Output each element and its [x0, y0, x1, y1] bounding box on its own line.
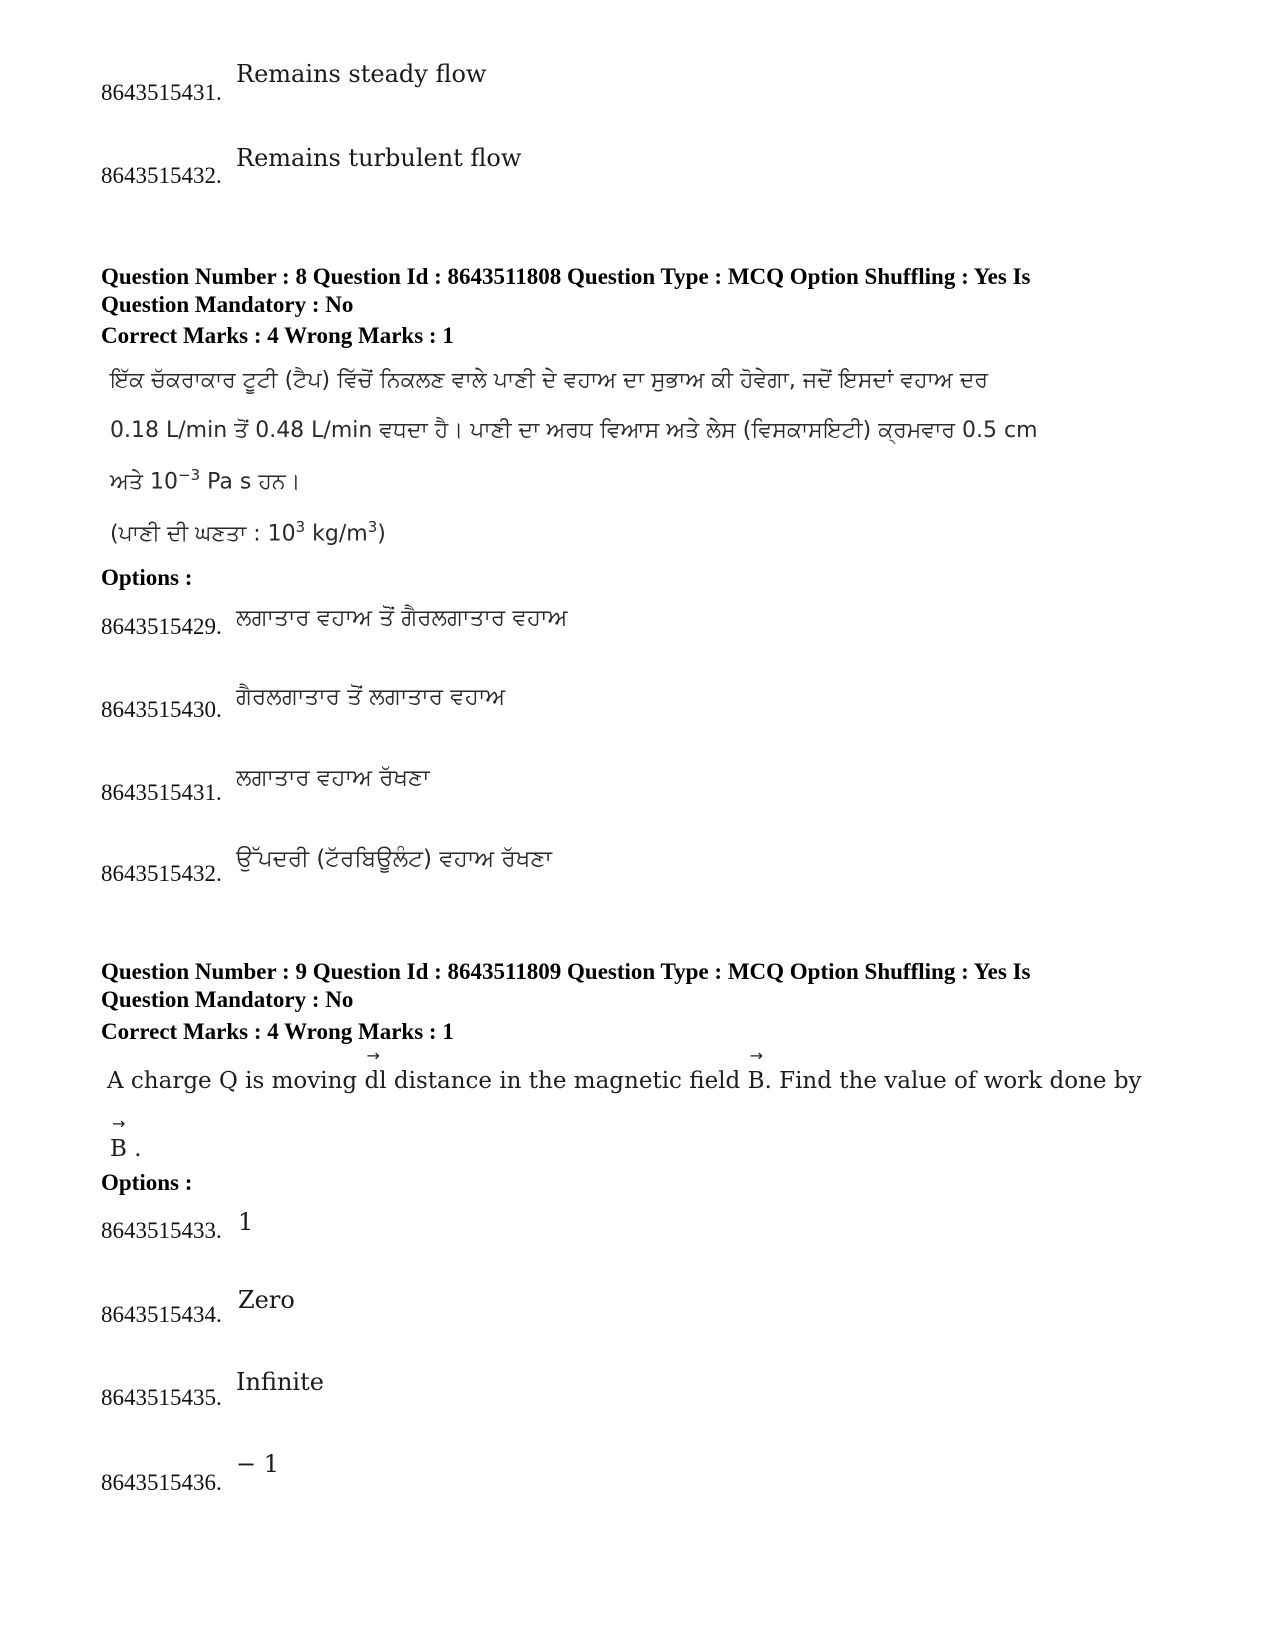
vector-symbol: dl	[364, 1068, 387, 1094]
option-id: 8643515436.	[101, 1470, 222, 1495]
question-text-line	[107, 1046, 1187, 1094]
superscript: 3	[367, 518, 378, 536]
text-run: )	[377, 521, 386, 547]
question-header-line1: Question Number : 8 Question Id : 8643511808 Question Type : MCQ Option Shuffling : Yes Is	[101, 264, 1031, 289]
superscript: −3	[178, 466, 201, 484]
vector-b	[747, 1046, 765, 1094]
vector-dl	[364, 1046, 387, 1094]
option-id: 8643515431.	[101, 780, 222, 805]
text-run: distance in the magnetic field	[386, 1068, 748, 1094]
question-text-line	[110, 1114, 1190, 1162]
options-label: Options :	[101, 565, 193, 590]
option-text: Remains steady flow	[236, 60, 487, 88]
question-text-line	[110, 466, 1190, 494]
question-marks: Correct Marks : 4 Wrong Marks : 1	[101, 1019, 454, 1044]
option-id: 8643515432.	[101, 861, 222, 886]
vector-symbol: B	[747, 1068, 765, 1094]
option-id: 8643515429.	[101, 614, 222, 639]
option-id: 8643515430.	[101, 697, 222, 722]
option-id: 8643515434.	[101, 1302, 222, 1327]
question-header	[101, 263, 1181, 319]
option-text: − 1	[236, 1450, 280, 1478]
question-text-line: ਇੱਕ ਚੱਕਰਾਕਾਰ ਟੂਟੀ (ਟੈਪ) ਵਿੱਚੋਂ ਨਿਕਲਣ ਵਾਲੇ ਪਾਣੀ ਦੇ ਵਹਾਅ ਦਾ ਸੁਭਾਅ ਕੀ ਹੋਵੇਗਾ, ਜਦੋਂ ਇਸਦਾਂ ਵਹਾਅ ਦਰ	[110, 368, 989, 393]
options-label: Options :	[101, 1170, 193, 1195]
question-text-line: 0.18 L/min ਤੋਂ 0.48 L/min ਵਧਦਾ ਹੈ। ਪਾਣੀ ਦਾ ਅਰਧ ਵਿਆਸ ਅਤੇ ਲੇਸ (ਵਿਸਕਾਸਇਟੀ) ਕ੍ਰਮਵਾਰ 0.5 cm	[110, 418, 1038, 443]
option-text: ਲਗਾਤਾਰ ਵਹਾਅ ਰੱਖਣਾ	[236, 765, 430, 791]
superscript: 3	[295, 518, 306, 536]
text-run: Pa s ਹਨ।	[200, 469, 301, 495]
question-header	[101, 958, 1181, 1014]
option-id: 8643515432.	[101, 163, 222, 188]
option-text: ਗੈਰਲਗਾਤਾਰ ਤੋਂ ਲਗਾਤਾਰ ਵਹਾਅ	[236, 684, 506, 710]
text-run: (ਪਾਣੀ ਦੀ ਘਣਤਾ : 10	[110, 521, 296, 547]
option-text: Remains turbulent flow	[236, 144, 522, 172]
vector-symbol: B	[110, 1136, 127, 1162]
option-text: ਉੱਪਦਰੀ (ਟੱਰਬਿਊਲੰਟ) ਵਹਾਅ ਰੱਖਣਾ	[236, 846, 552, 872]
vector-arrow: →	[749, 1046, 763, 1065]
question-header-line1: Question Number : 9 Question Id : 8643511809 Question Type : MCQ Option Shuffling : Yes Is	[101, 959, 1031, 984]
question-header-line2: Question Mandatory : No	[101, 987, 354, 1012]
text-run: kg/m	[305, 521, 368, 547]
option-text: 1	[238, 1208, 254, 1236]
question-marks: Correct Marks : 4 Wrong Marks : 1	[101, 323, 454, 348]
option-id: 8643515433.	[101, 1218, 222, 1243]
vector-arrow: →	[112, 1114, 126, 1133]
vector-arrow: →	[366, 1046, 380, 1065]
vector-b	[110, 1114, 127, 1162]
option-text: Infinite	[236, 1368, 324, 1396]
text-run: ਅਤੇ 10	[110, 469, 178, 495]
question-text-line	[110, 518, 1190, 546]
option-text: Zero	[238, 1286, 295, 1314]
question-header-line2: Question Mandatory : No	[101, 292, 354, 317]
option-id: 8643515431.	[101, 80, 222, 105]
text-run: . Find the value of work done by	[764, 1068, 1142, 1094]
text-run: A charge Q is moving	[107, 1068, 365, 1094]
option-text: ਲਗਾਤਾਰ ਵਹਾਅ ਤੋਂ ਗੈਰਲਗਾਤਾਰ ਵਹਾਅ	[236, 605, 568, 631]
option-id: 8643515435.	[101, 1385, 222, 1410]
text-run: .	[126, 1136, 142, 1162]
